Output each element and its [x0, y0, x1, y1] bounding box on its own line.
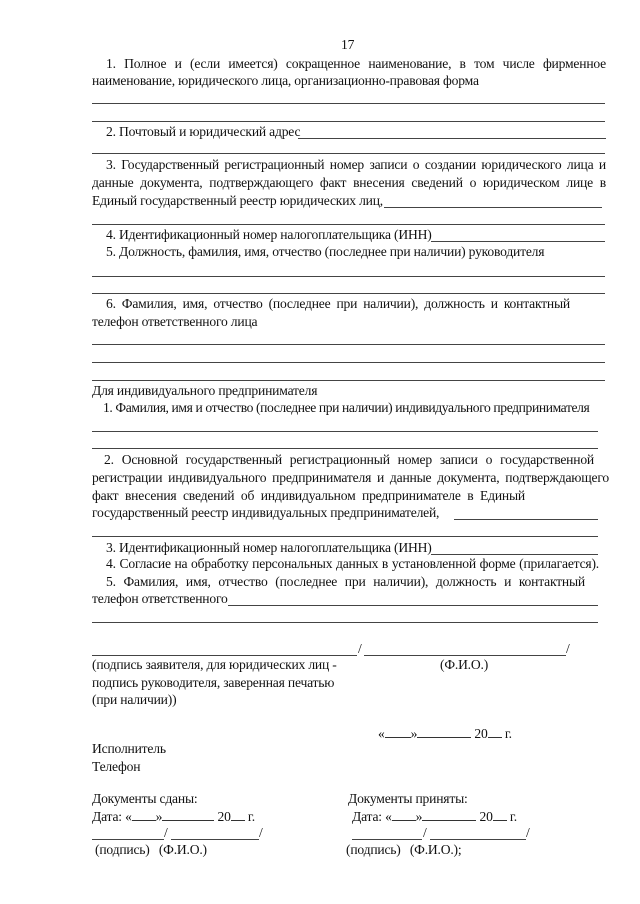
individual-item2-answer-line[interactable]	[454, 519, 598, 520]
date-open-quote: «	[378, 726, 385, 741]
submitted-slash-1: /	[164, 825, 168, 840]
accepted-day-blank[interactable]	[392, 808, 416, 821]
date-close-quote: »	[410, 726, 418, 741]
legal-item6-line2: телефон ответственного лица	[92, 314, 258, 329]
legal-item3-line3: Единый государственный реестр юридических лиц,	[92, 193, 383, 208]
individual-item1: 1. Фамилия, имя и отчество (последнее при наличии) индивидуального предпринимателя	[103, 400, 590, 415]
accepted-date-close: »	[415, 809, 423, 824]
signature-caption-line3: (при наличии))	[92, 692, 177, 707]
individual-item3: 3. Идентификационный номер налогоплательщика (ИНН)	[106, 540, 432, 555]
signature-fio-caption: (Ф.И.О.)	[440, 657, 489, 672]
signature-slash-2: /	[566, 641, 570, 656]
submitted-date-close: »	[155, 809, 163, 824]
individual-item1-answer-line[interactable]	[92, 431, 598, 432]
accepted-date[interactable]	[352, 808, 517, 825]
legal-item1-line2: наименование, юридического лица, организационно-правовая форма	[92, 73, 479, 88]
accepted-year-blank[interactable]	[493, 808, 507, 821]
applicant-signature-line[interactable]	[92, 655, 357, 656]
submitted-signature-line[interactable]	[92, 839, 164, 840]
individual-item2-line3: факт внесения сведений об индивидуальном предпринимателе в Единый	[92, 488, 525, 503]
submitted-caption: (подпись) (Ф.И.О.)	[95, 842, 207, 857]
legal-item6-line1: 6. Фамилия, имя, отчество (последнее при наличии), должность и контактный	[106, 296, 570, 311]
submitted-fio-line[interactable]	[171, 839, 259, 840]
legal-item1-answer-line-2[interactable]	[92, 121, 605, 122]
signature-caption-line1: (подпись заявителя, для юридических лиц -	[92, 657, 337, 672]
individual-heading: Для индивидуального предпринимателя	[92, 383, 318, 398]
accepted-slash-1: /	[423, 825, 427, 840]
legal-item6-answer-line-2[interactable]	[92, 362, 605, 363]
submitted-year-prefix: 20	[217, 809, 231, 824]
individual-item2-line4: государственный реестр индивидуальных предпринимателей,	[92, 505, 440, 520]
individual-item3-answer-line[interactable]	[431, 554, 598, 555]
month-blank[interactable]	[417, 725, 471, 738]
submitted-date[interactable]	[92, 808, 255, 825]
legal-item4-answer-line[interactable]	[431, 241, 605, 242]
legal-item3-line1: 3. Государственный регистрационный номер записи о создании юридического лица и	[106, 157, 606, 172]
submitted-title: Документы сданы:	[92, 791, 198, 806]
individual-item2-line1: 2. Основной государственный регистрационный номер записи о государственной	[104, 452, 594, 467]
legal-item4: 4. Идентификационный номер налогоплательщика (ИНН)	[106, 227, 432, 242]
legal-item2-answer-line[interactable]	[298, 138, 606, 139]
accepted-slash-2: /	[526, 825, 530, 840]
applicant-fio-line[interactable]	[364, 655, 566, 656]
individual-item4: 4. Согласие на обработку персональных данных в установленной форме (прилагается).	[106, 556, 599, 571]
year-suffix: г.	[504, 726, 512, 741]
legal-item3-answer-line-2[interactable]	[92, 224, 605, 225]
individual-item5-answer-line-2[interactable]	[92, 622, 598, 623]
legal-item5: 5. Должность, фамилия, имя, отчество (последнее при наличии) руководителя	[106, 244, 545, 259]
legal-item5-answer-line-2[interactable]	[92, 293, 605, 294]
phone-label: Телефон	[92, 759, 141, 774]
accepted-signature-line[interactable]	[352, 839, 422, 840]
individual-item2-answer-line-2[interactable]	[92, 536, 598, 537]
legal-item6-answer-line-3[interactable]	[92, 380, 605, 381]
individual-item5-line2: телефон ответственного	[92, 591, 228, 606]
legal-item1-answer-line[interactable]	[92, 103, 605, 104]
individual-item5-line1: 5. Фамилия, имя, отчество (последнее при наличии), должность и контактный	[106, 574, 585, 589]
legal-item3-line2: данные документа, подтверждающего факт внесения сведений о юридическом лице в	[92, 175, 606, 190]
signature-caption-line2: подпись руководителя, заверенная печатью	[92, 675, 335, 690]
individual-item5-answer-line[interactable]	[228, 605, 598, 606]
accepted-year-suffix: г.	[509, 809, 517, 824]
executor-label: Исполнитель	[92, 741, 166, 756]
individual-item2-line2: регистрации индивидуального предпринимателя и данные документа, подтверждающего	[92, 470, 609, 485]
legal-item2: 2. Почтовый и юридический адрес	[106, 124, 301, 139]
year-blank[interactable]	[488, 725, 502, 738]
accepted-fio-line[interactable]	[430, 839, 526, 840]
year-prefix: 20	[474, 726, 488, 741]
legal-item6-answer-line[interactable]	[92, 344, 605, 345]
application-date[interactable]	[378, 725, 512, 742]
accepted-title: Документы приняты:	[348, 791, 468, 806]
legal-item1-line1: 1. Полное и (если имеется) сокращенное наименование, в том числе фирменное	[106, 56, 606, 71]
signature-slash-1: /	[358, 641, 362, 656]
day-blank[interactable]	[385, 725, 411, 738]
submitted-date-label: Дата: «	[92, 809, 132, 824]
accepted-caption: (подпись) (Ф.И.О.);	[346, 842, 462, 857]
submitted-slash-2: /	[259, 825, 263, 840]
page-number: 17	[341, 37, 355, 52]
submitted-month-blank[interactable]	[162, 808, 214, 821]
individual-item1-answer-line-2[interactable]	[92, 448, 598, 449]
accepted-year-prefix: 20	[479, 809, 493, 824]
legal-item5-answer-line[interactable]	[92, 276, 605, 277]
accepted-month-blank[interactable]	[422, 808, 476, 821]
submitted-year-blank[interactable]	[231, 808, 245, 821]
legal-item3-answer-line[interactable]	[384, 207, 602, 208]
submitted-day-blank[interactable]	[132, 808, 156, 821]
legal-item2-answer-line-2[interactable]	[92, 153, 605, 154]
submitted-year-suffix: г.	[247, 809, 255, 824]
accepted-date-label: Дата: «	[352, 809, 392, 824]
